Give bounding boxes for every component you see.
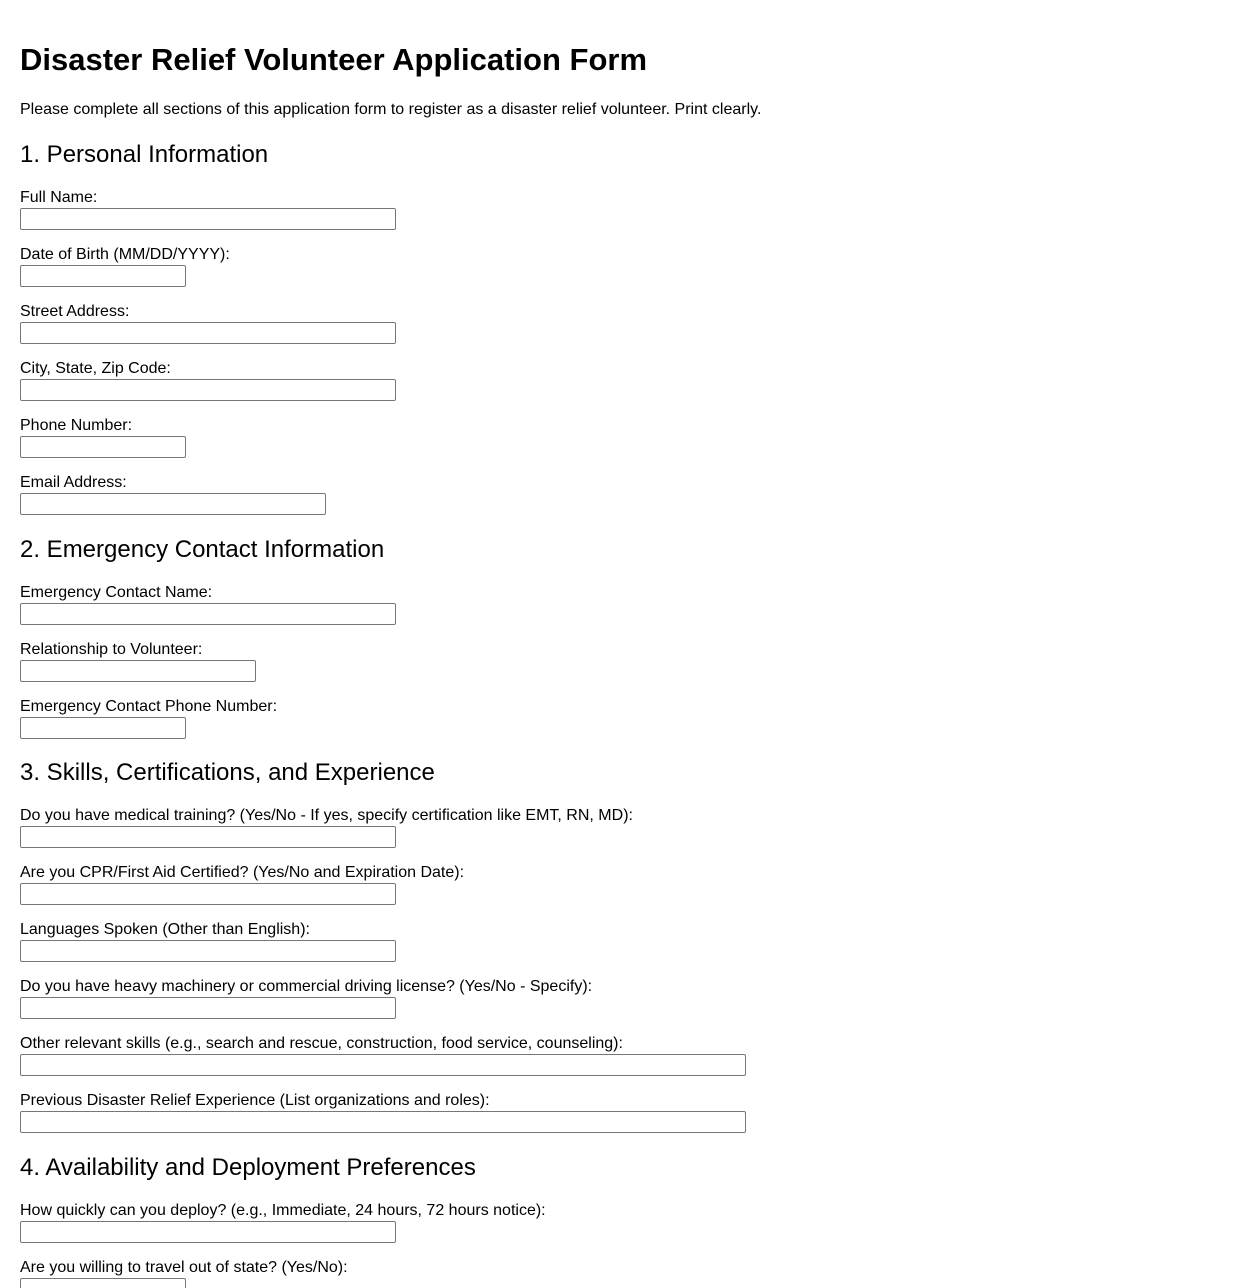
full-name-input[interactable] bbox=[20, 208, 396, 230]
phone-label: Phone Number: bbox=[20, 417, 133, 434]
form-instructions: Please complete all sections of this application form to register as a disaster relief volunteer. Print clearly. bbox=[20, 101, 762, 118]
travel-out-of-state-label: Are you willing to travel out of state? (Yes/No): bbox=[20, 1259, 348, 1276]
emergency-contact-phone-label: Emergency Contact Phone Number: bbox=[20, 698, 278, 715]
section-heading-emergency: 2. Emergency Contact Information bbox=[20, 536, 385, 563]
driving-license-label: Do you have heavy machinery or commercial driving license? (Yes/No - Specify): bbox=[20, 978, 593, 995]
relationship-input[interactable] bbox=[20, 660, 256, 682]
relationship-label: Relationship to Volunteer: bbox=[20, 641, 203, 658]
street-address-input[interactable] bbox=[20, 322, 396, 344]
languages-label: Languages Spoken (Other than English): bbox=[20, 921, 310, 938]
dob-input[interactable] bbox=[20, 265, 186, 287]
emergency-contact-name-label: Emergency Contact Name: bbox=[20, 584, 213, 601]
section-heading-availability: 4. Availability and Deployment Preferences bbox=[20, 1154, 476, 1181]
deploy-speed-input[interactable] bbox=[20, 1221, 396, 1243]
previous-experience-label: Previous Disaster Relief Experience (List organizations and roles): bbox=[20, 1092, 490, 1109]
phone-input[interactable] bbox=[20, 436, 186, 458]
medical-training-label: Do you have medical training? (Yes/No - If yes, specify certification like EMT, RN, MD): bbox=[20, 807, 633, 824]
section-heading-skills: 3. Skills, Certifications, and Experience bbox=[20, 759, 435, 786]
emergency-contact-phone-input[interactable] bbox=[20, 717, 186, 739]
email-input[interactable] bbox=[20, 493, 326, 515]
travel-out-of-state-input[interactable] bbox=[20, 1278, 186, 1288]
dob-label: Date of Birth (MM/DD/YYYY): bbox=[20, 246, 230, 263]
previous-experience-input[interactable] bbox=[20, 1111, 746, 1133]
deploy-speed-label: How quickly can you deploy? (e.g., Immediate, 24 hours, 72 hours notice): bbox=[20, 1202, 546, 1219]
cpr-certified-label: Are you CPR/First Aid Certified? (Yes/No and Expiration Date): bbox=[20, 864, 465, 881]
email-label: Email Address: bbox=[20, 474, 127, 491]
city-state-zip-input[interactable] bbox=[20, 379, 396, 401]
cpr-certified-input[interactable] bbox=[20, 883, 396, 905]
other-skills-label: Other relevant skills (e.g., search and rescue, construction, food service, counseling): bbox=[20, 1035, 623, 1052]
medical-training-input[interactable] bbox=[20, 826, 396, 848]
section-heading-personal: 1. Personal Information bbox=[20, 141, 269, 168]
driving-license-input[interactable] bbox=[20, 997, 396, 1019]
languages-input[interactable] bbox=[20, 940, 396, 962]
city-state-zip-label: City, State, Zip Code: bbox=[20, 360, 171, 377]
emergency-contact-name-input[interactable] bbox=[20, 603, 396, 625]
other-skills-input[interactable] bbox=[20, 1054, 746, 1076]
full-name-label: Full Name: bbox=[20, 189, 98, 206]
page-title: Disaster Relief Volunteer Application Form bbox=[20, 42, 648, 77]
street-address-label: Street Address: bbox=[20, 303, 130, 320]
